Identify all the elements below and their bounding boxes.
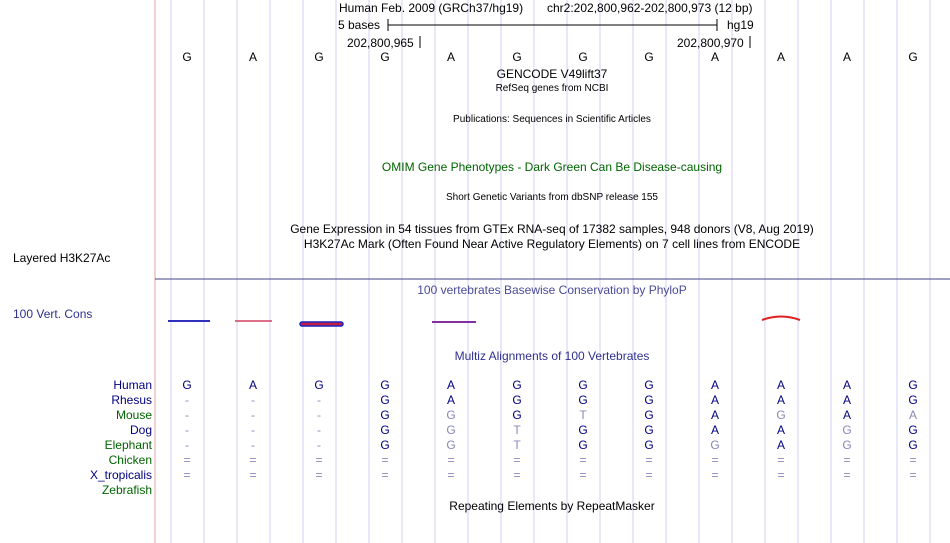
alignment-base: G	[644, 423, 654, 437]
alignment-base: =	[447, 453, 455, 467]
species-label[interactable]: Human	[113, 378, 152, 392]
alignment-base: =	[645, 453, 653, 467]
species-label[interactable]: X_tropicalis	[89, 468, 152, 482]
alignment-base: =	[249, 453, 257, 467]
alignment-base: G	[842, 423, 852, 437]
alignment-base: G	[578, 393, 588, 407]
species-label[interactable]: Rhesus	[111, 393, 152, 407]
refseq-track-title[interactable]: RefSeq genes from NCBI	[495, 83, 609, 94]
alignment-base: =	[381, 468, 389, 482]
alignment-base: G	[578, 423, 588, 437]
ruler-base: A	[446, 50, 455, 64]
ruler-base: G	[380, 50, 390, 64]
alignment-base: G	[908, 393, 918, 407]
ruler-base: A	[842, 50, 851, 64]
coord-right: 202,800,970	[677, 36, 744, 50]
alignment-base: -	[317, 438, 321, 452]
alignment-base: =	[315, 453, 323, 467]
alignment-base: -	[251, 423, 255, 437]
alignment-base: A	[776, 393, 785, 407]
alignment-base: -	[185, 408, 189, 422]
alignment-base: T	[513, 423, 521, 437]
alignment-base: A	[446, 393, 455, 407]
alignment-base: A	[248, 378, 257, 392]
alignment-base: A	[908, 408, 917, 422]
alignment-base: G	[380, 393, 390, 407]
species-label[interactable]: Zebrafish	[101, 483, 152, 497]
dbsnp-track-title[interactable]: Short Genetic Variants from dbSNP release 155	[446, 192, 658, 203]
alignment-base: =	[249, 468, 257, 482]
alignment-base: =	[909, 468, 917, 482]
alignment-base: G	[644, 378, 654, 392]
alignment-base: =	[579, 468, 587, 482]
alignment-base: =	[711, 468, 719, 482]
alignment-base: A	[842, 408, 851, 422]
alignment-base: G	[512, 393, 522, 407]
alignment-base: -	[317, 423, 321, 437]
alignment-base: =	[843, 453, 851, 467]
publications-track-title[interactable]: Publications: Sequences in Scientific Articles	[453, 114, 651, 125]
ruler-base: G	[314, 50, 324, 64]
position-readout: chr2:202,800,962-202,800,973 (12 bp)	[547, 1, 753, 15]
alignment-base: G	[908, 378, 918, 392]
alignment-base: =	[183, 453, 191, 467]
alignment-base: A	[710, 423, 719, 437]
alignment-base: A	[776, 438, 785, 452]
phylop-track-title[interactable]: 100 vertebrates Basewise Conservation by PhyloP	[417, 283, 687, 297]
alignment-base: =	[513, 453, 521, 467]
alignment-base: -	[185, 393, 189, 407]
alignment-base: G	[776, 408, 786, 422]
alignment-base: =	[711, 453, 719, 467]
omim-track-title[interactable]: OMIM Gene Phenotypes - Dark Green Can Be Disease-causing	[381, 160, 723, 174]
species-label[interactable]: Mouse	[115, 408, 152, 422]
alignment-base: A	[842, 393, 851, 407]
alignment-base: -	[251, 438, 255, 452]
alignment-base: =	[579, 453, 587, 467]
gencode-track-title[interactable]: GENCODE V49lift37	[496, 67, 608, 81]
coord-left: 202,800,965	[347, 36, 414, 50]
alignment-base: =	[513, 468, 521, 482]
alignment-base: =	[909, 453, 917, 467]
assembly-title: Human Feb. 2009 (GRCh37/hg19)	[339, 1, 524, 15]
alignment-base: -	[185, 423, 189, 437]
ruler-base: G	[908, 50, 918, 64]
scale-text: 5 bases	[338, 18, 381, 32]
alignment-base: G	[380, 423, 390, 437]
alignment-base: G	[512, 378, 522, 392]
alignment-base: G	[380, 408, 390, 422]
alignment-base: G	[314, 378, 324, 392]
alignment-base: G	[446, 438, 456, 452]
ruler-base: G	[512, 50, 522, 64]
alignment-base: =	[381, 453, 389, 467]
alignment-base: G	[182, 378, 192, 392]
db-label: hg19	[727, 18, 754, 32]
multiz-track-title[interactable]: Multiz Alignments of 100 Vertebrates	[454, 349, 650, 363]
alignment-base: =	[315, 468, 323, 482]
alignment-base: G	[644, 408, 654, 422]
alignment-base: A	[842, 378, 851, 392]
alignment-base: G	[644, 438, 654, 452]
alignment-base: G	[644, 393, 654, 407]
gtex-track-title[interactable]: Gene Expression in 54 tissues from GTEx RNA-seq of 17382 samples, 948 donors (V8, Aug 2019)	[290, 222, 814, 236]
ruler-base: A	[248, 50, 257, 64]
alignment-base: -	[317, 393, 321, 407]
alignment-base: =	[183, 468, 191, 482]
alignment-base: A	[710, 378, 719, 392]
alignment-base: =	[843, 468, 851, 482]
alignment-base: A	[710, 408, 719, 422]
alignment-base: G	[908, 438, 918, 452]
species-label[interactable]: Chicken	[108, 453, 152, 467]
alignment-base: T	[579, 408, 587, 422]
species-label[interactable]: Dog	[129, 423, 152, 437]
alignment-base: =	[645, 468, 653, 482]
alignment-base: A	[710, 393, 719, 407]
ruler-base: A	[710, 50, 719, 64]
ruler-base: G	[182, 50, 192, 64]
alignment-base: =	[777, 453, 785, 467]
alignment-base: G	[908, 423, 918, 437]
alignment-base: G	[512, 408, 522, 422]
alignment-base: G	[578, 378, 588, 392]
alignment-base: G	[380, 378, 390, 392]
alignment-base: A	[776, 423, 785, 437]
alignment-base: A	[776, 378, 785, 392]
species-label[interactable]: Elephant	[104, 438, 152, 452]
track-label-h3k27ac[interactable]: Layered H3K27Ac	[13, 251, 111, 265]
ruler-base: G	[644, 50, 654, 64]
alignment-base: G	[446, 423, 456, 437]
alignment-base: =	[777, 468, 785, 482]
alignment-base: G	[842, 438, 852, 452]
alignment-base: T	[513, 438, 521, 452]
h3k27ac-track-title[interactable]: H3K27Ac Mark (Often Found Near Active Regulatory Elements) on 7 cell lines from ENCODE	[303, 237, 801, 251]
ruler-base: A	[776, 50, 785, 64]
alignment-base: G	[380, 438, 390, 452]
alignment-base: A	[446, 378, 455, 392]
track-label-conservation[interactable]: 100 Vert. Cons	[13, 307, 93, 321]
alignment-base: -	[185, 438, 189, 452]
repeatmasker-track-title[interactable]: Repeating Elements by RepeatMasker	[449, 499, 655, 513]
alignment-base: G	[710, 438, 720, 452]
alignment-base: =	[447, 468, 455, 482]
ruler-base: G	[578, 50, 588, 64]
alignment-base: -	[317, 408, 321, 422]
alignment-base: -	[251, 408, 255, 422]
alignment-base: -	[251, 393, 255, 407]
alignment-base: G	[578, 438, 588, 452]
alignment-base: G	[446, 408, 456, 422]
